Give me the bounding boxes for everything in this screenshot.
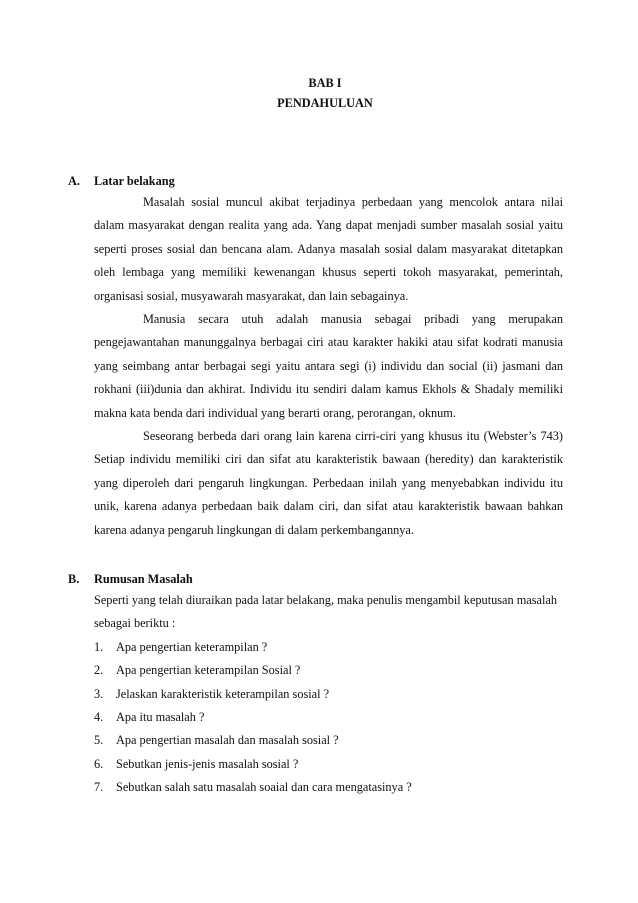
- list-text: Jelaskan karakteristik keterampilan sosial ?: [116, 686, 330, 701]
- list-item: [94, 659, 563, 682]
- list-item: [94, 776, 563, 799]
- list-text: Apa pengertian keterampilan Sosial ?: [116, 663, 301, 678]
- list-item: [94, 706, 563, 729]
- list-text: Apa itu masalah ?: [116, 709, 205, 724]
- list-number: 1.: [94, 639, 104, 654]
- section-latar-belakang: [68, 171, 563, 542]
- section-title: Latar belakang: [94, 174, 175, 188]
- list-text: Apa pengertian keterampilan ?: [116, 639, 268, 654]
- section-body: [68, 191, 563, 542]
- section-body: [68, 589, 563, 800]
- intro-paragraph: Seperti yang telah diuraikan pada latar belakang, maka penulis mengambil keputusan masalah sebagai beriktu :: [94, 593, 558, 631]
- section-rumusan-masalah: [68, 569, 563, 800]
- list-item: [94, 729, 563, 752]
- chapter-number: BAB I: [308, 76, 342, 90]
- section-letter: A.: [68, 174, 80, 188]
- paragraph: Manusia secara utuh adalah manusia sebagai pribadi yang merupakan pengejawantahan manunggalnya berbagai ciri atau karakter hakiki atau sifat kodrati manusia yang seimbang antar berbagai segi yaitu antara segi (i) individu dan social (ii) jasmani dan rokhani (iii)dunia dan akhirat. Individu itu sendiri dalam kamus Ekhols & Shadaly memiliki makna kata benda dari individual yang berarti orang, perorangan, oknum.: [94, 312, 563, 420]
- list-text: Sebutkan jenis-jenis masalah sosial ?: [116, 756, 299, 771]
- question-list: [94, 636, 563, 800]
- list-item: [94, 636, 563, 659]
- section-letter: B.: [68, 572, 80, 586]
- list-number: 2.: [94, 663, 104, 678]
- paragraph: Masalah sosial muncul akibat terjadinya perbedaan yang mencolok antara nilai dalam masyarakat dengan realita yang ada. Yang dapat menjadi sumber masalah sosial yaitu seperti proses sosial dan bencana alam. Adanya masalah sosial dalam masyarakat ditetapkan oleh lembaga yang memiliki kewenangan khusus seperti tokoh masyarakat, pemerintah, organisasi sosial, musyawarah masyarakat, dan lain sebagainya.: [94, 195, 563, 303]
- list-number: 7.: [94, 780, 104, 795]
- paragraph: Seseorang berbeda dari orang lain karena cirri-ciri yang khusus itu (Webster’s 743) Setiap individu memiliki ciri dan sifat atu karakteristik bawaan (heredity) dan karakteristik yang diperoleh dari pengaruh lingkungan. Perbedaan inilah yang menyebabkan individu itu unik, karena adanya perbedaan baik dalam ciri, dan sifat atau karakteristik bawaan bahkan karena adanya pengaruh lingkungan di dalam perkembangannya.: [94, 429, 563, 537]
- list-number: 4.: [94, 709, 104, 724]
- section-title: Rumusan Masalah: [94, 572, 193, 586]
- list-number: 3.: [94, 686, 104, 701]
- list-item: [94, 753, 563, 776]
- list-number: 6.: [94, 756, 104, 771]
- list-text: Apa pengertian masalah dan masalah sosial ?: [116, 733, 339, 748]
- chapter-title: PENDAHULUAN: [277, 96, 373, 110]
- list-number: 5.: [94, 733, 104, 748]
- section-heading: [68, 569, 563, 589]
- list-text: Sebutkan salah satu masalah soaial dan cara mengatasinya ?: [116, 780, 412, 795]
- section-heading: [68, 171, 563, 191]
- list-item: [94, 683, 563, 706]
